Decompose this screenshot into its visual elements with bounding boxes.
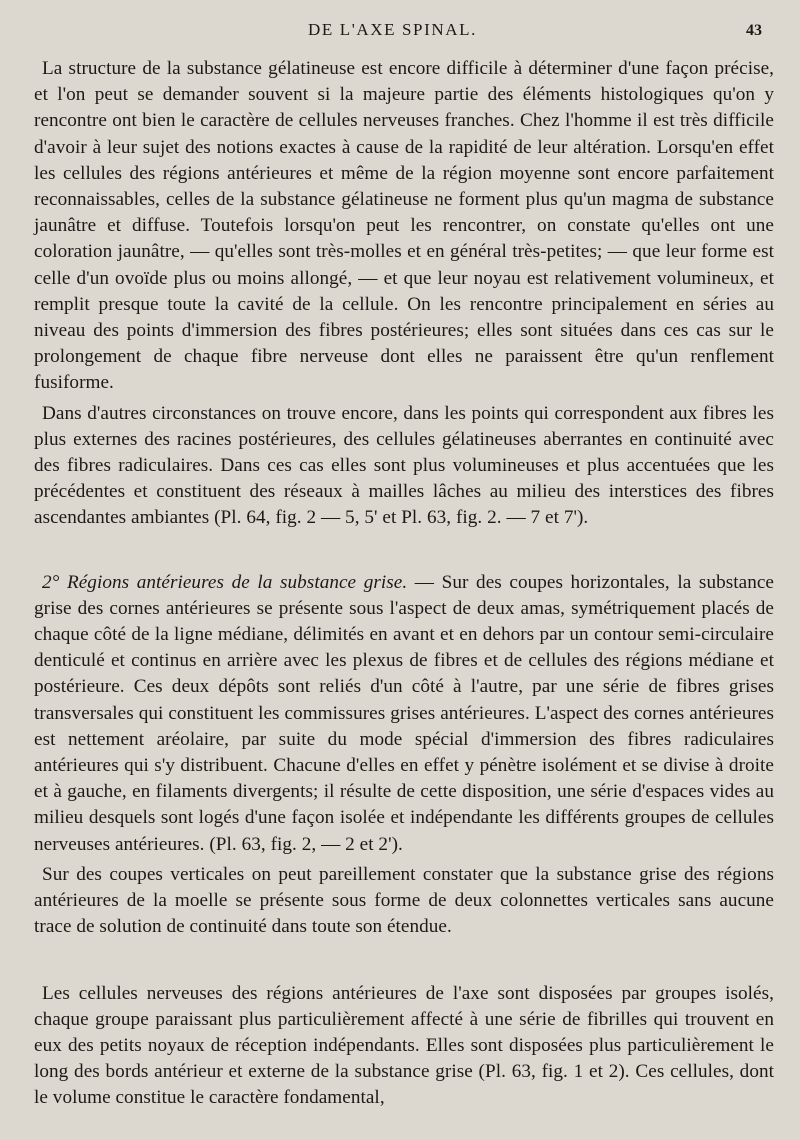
- section-gap: [34, 941, 774, 981]
- running-title: DE L'AXE SPINAL.: [308, 20, 477, 39]
- running-header: [0, 20, 800, 46]
- paragraph-nerve-cells: Les cellules nerveuses des régions antérieures de l'axe sont disposées par groupes isolés, chaque groupe paraissant plus particulièrement affecté à une série de fibrilles qui trouvent en eux des petits noyaux de réception indépendants. Elles sont disposées plus particulièrement le long des bords antérieur et externe de la substance grise (Pl. 63, fig. 1 et 2). Ces cellules, dont le volume constitue le caractère fondamental,: [34, 982, 774, 1109]
- paragraph-aberrant-cells: Dans d'autres circonstances on trouve encore, dans les points qui correspondent aux fibres les plus externes des racines postérieures, des cellules gélatineuses aberrantes en continuité avec des fibres radiculaires. Dans ces cas elles sont plus volumineuses et plus accentuées que les précédentes et constituent des réseaux à mailles lâches au milieu des interstices des fibres ascendantes ambiantes (Pl. 64, fig. 2 — 5, 5' et Pl. 63, fig. 2. — 7 et 7').: [34, 402, 774, 529]
- paragraph-anterior-regions: [34, 570, 774, 858]
- paragraph-vertical-sections: Sur des coupes verticales on peut pareillement constater que la substance grise des régions antérieures de la moelle se présente sous forme de deux colonnettes verticales sans aucune trace de solution de continuité dans toute son étendue.: [34, 863, 774, 938]
- body-text: [34, 56, 774, 1112]
- page-number: 43: [746, 22, 762, 39]
- section-text: — Sur des coupes horizontales, la substance grise des cornes antérieures se présente sous l'aspect de deux amas, symétriquement placés de chaque côté de la ligne médiane, délimités en avant et en dehors par un contour semi-circulaire denticulé et continus en arrière avec les plexus de fibres et de cellules des régions médiane et postérieure. Ces deux dépôts sont reliés d'un côté à l'autre, par une série de fibres grises transversales qui constituent les commissures grises antérieures. L'aspect des cornes antérieures est nettement aréolaire, par suite du mode spécial d'immersion des fibres radiculaires antérieures qui s'y distribuent. Chacune d'elles en effet y pénètre isolément et se divise à droite et à gauche, en filaments divergents; il résulte de cette disposition, une série d'espaces vides au milieu desquels sont logés d'une façon isolée et indépendante les différents groupes de cellules nerveuses antérieures. (Pl. 63, fig. 2, — 2 et 2').: [34, 571, 774, 855]
- section-gap: [34, 532, 774, 570]
- paragraph-gelatinous-structure: La structure de la substance gélatineuse est encore difficile à déterminer d'une façon précise, et l'on peut se demander souvent si la majeure partie des éléments histologiques qu'on y rencontre ont bien le caractère de cellules nerveuses franches. Chez l'homme il est très difficile d'avoir à leur sujet des notions exactes à cause de la rapidité de leur altération. Lorsqu'en effet les cellules des régions antérieures et même de la région moyenne sont encore parfaitement reconnaissables, celles de la substance gélatineuse ne forment plus qu'un magma de substance jaunâtre et diffuse. Toutefois lorsqu'on peut les rencontrer, on constate qu'elles ont une coloration jaunâtre, — qu'elles sont très-molles et en général très-petites; — que leur forme est celle d'un ovoïde plus ou moins allongé, — et que leur noyau est relativement volumineux, et remplit presque toute la cavité de la cellule. On les rencontre principalement en séries au niveau des points d'immersion des fibres postérieures; elles sont situées dans ces cas sur le prolongement de chaque fibre nerveuse dont elles ne paraissent être qu'un renflement fusiforme.: [34, 58, 774, 394]
- section-title: 2° Régions antérieures de la substance grise.: [42, 571, 408, 593]
